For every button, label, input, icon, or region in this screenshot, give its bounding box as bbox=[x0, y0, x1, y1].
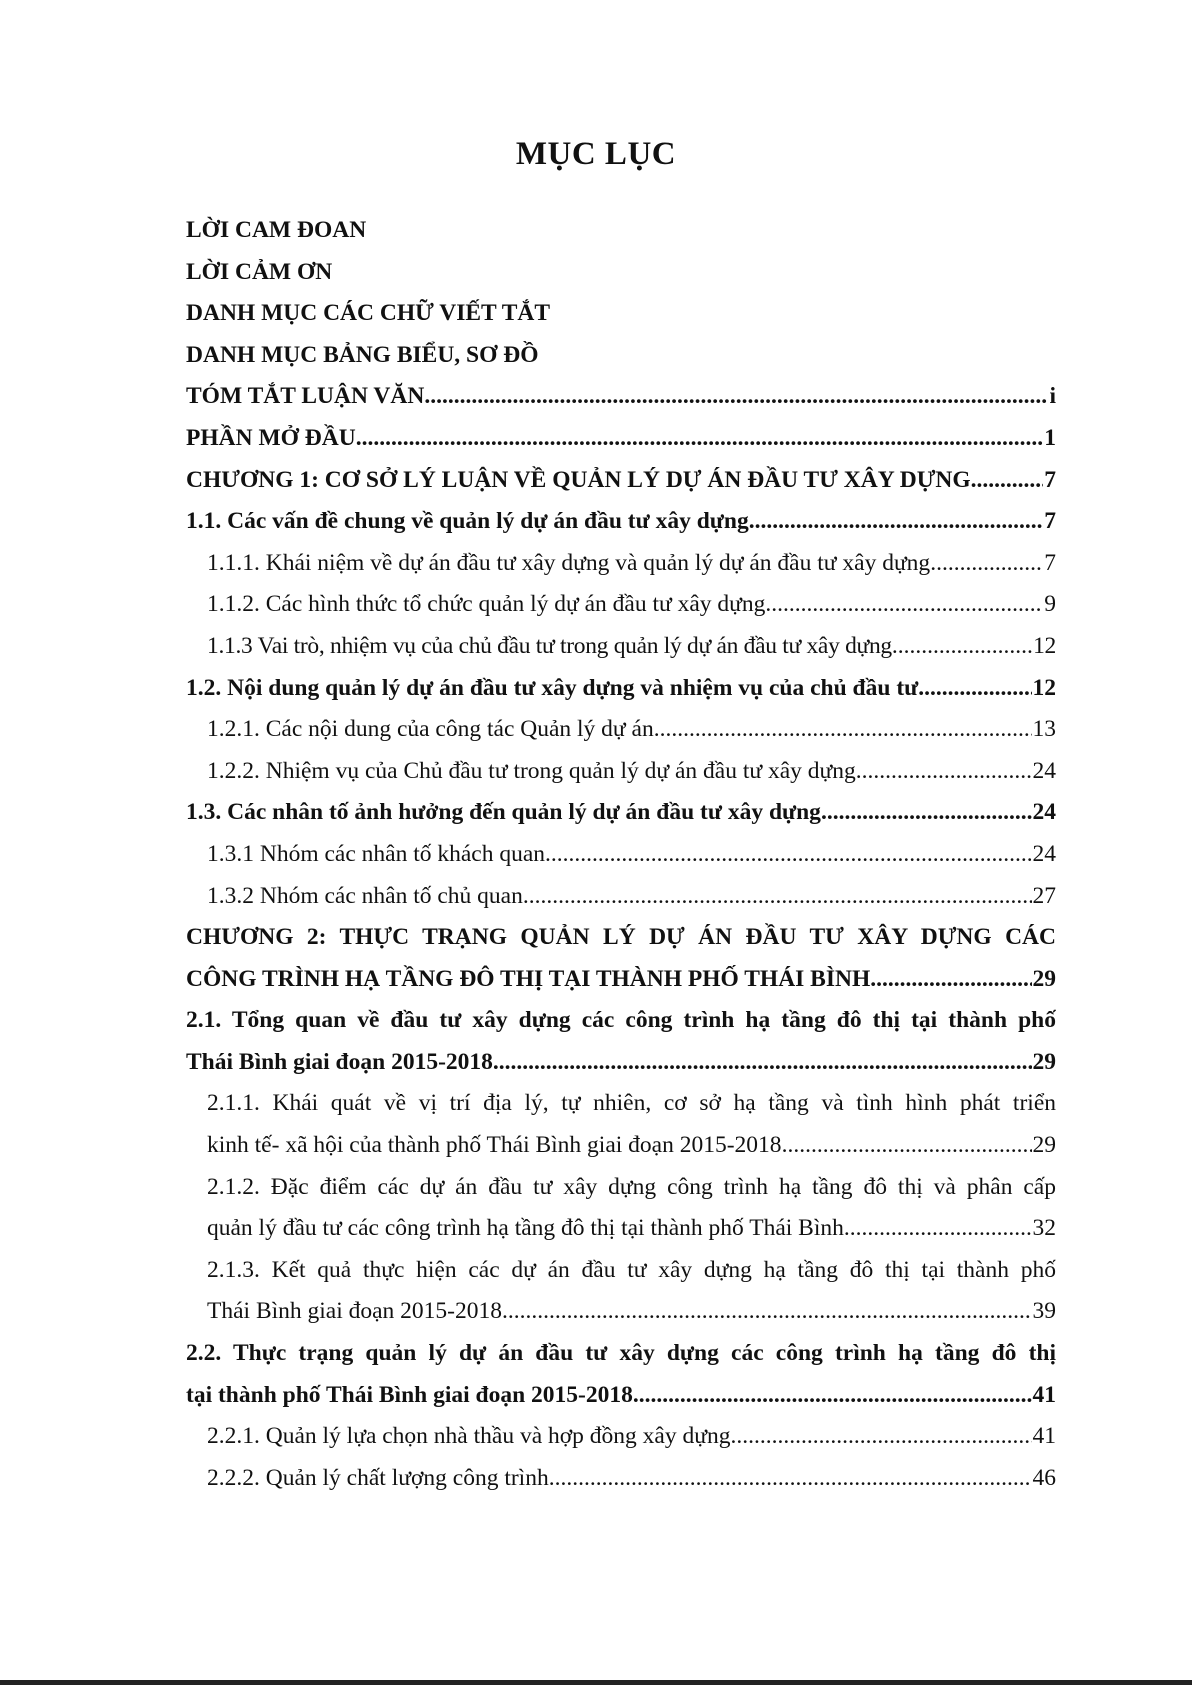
page-title: MỤC LỤC bbox=[515, 136, 677, 172]
dot-leader bbox=[523, 876, 1032, 918]
dot-leader bbox=[821, 792, 1032, 834]
toc-entry-2-2[interactable] bbox=[186, 1375, 1056, 1417]
toc-page-number: 13 bbox=[1032, 716, 1056, 743]
dot-leader bbox=[502, 1291, 1031, 1333]
toc-page-number: 24 bbox=[1032, 840, 1056, 867]
toc-entry-text: 1.2. Nội dung quản lý dự án đầu tư xây dựng và nhiệm vụ của chủ đầu tư bbox=[186, 674, 919, 701]
dot-leader bbox=[356, 418, 1044, 460]
toc-entry-text: 1.1.2. Các hình thức tổ chức quản lý dự án đầu tư xây dựng bbox=[207, 591, 766, 618]
dot-leader bbox=[424, 376, 1048, 418]
toc-page-number: 32 bbox=[1032, 1215, 1056, 1242]
toc-page-number: 24 bbox=[1032, 757, 1056, 784]
toc-front-item: DANH MỤC BẢNG BIỂU, SƠ ĐỒ bbox=[186, 341, 539, 368]
toc-entry-intro[interactable] bbox=[186, 418, 1056, 460]
toc-entry-text: 2.2.2. Quản lý chất lượng công trình bbox=[207, 1464, 549, 1491]
toc-entry-chapter-1[interactable] bbox=[186, 460, 1056, 502]
toc-entry-text: 1.3.1 Nhóm các nhân tố khách quan bbox=[207, 840, 546, 867]
toc-page-number: 1 bbox=[1044, 424, 1056, 451]
toc-entry-1-3-2[interactable] bbox=[186, 876, 1056, 918]
toc-entry-2-1-1-line-1: 2.1.1. Khái quát về vị trí địa lý, tự nhiên, cơ sở hạ tầng và tình hình phát triển bbox=[207, 1090, 1056, 1117]
toc-page-number: 41 bbox=[1032, 1423, 1056, 1450]
dot-leader bbox=[930, 543, 1043, 585]
toc-entry-1-2-2[interactable] bbox=[186, 751, 1056, 793]
dot-leader bbox=[856, 751, 1032, 793]
toc-entry-1-2-1[interactable] bbox=[186, 709, 1056, 751]
toc-entry-text: Thái Bình giai đoạn 2015-2018 bbox=[186, 1048, 493, 1075]
toc-entry-text: 1.3.2 Nhóm các nhân tố chủ quan bbox=[207, 882, 523, 909]
toc-entry-chapter-2[interactable] bbox=[186, 959, 1056, 1001]
toc-entry-1-2[interactable] bbox=[186, 668, 1056, 710]
toc-entry-text: tại thành phố Thái Bình giai đoạn 2015-2018 bbox=[186, 1381, 633, 1408]
toc-entry-2-2-line-1: 2.2. Thực trạng quản lý dự án đầu tư xây dựng các công trình hạ tầng đô thị bbox=[186, 1340, 1056, 1367]
toc-entry-1-1-1[interactable] bbox=[186, 543, 1056, 585]
toc-entry-text: 1.2.1. Các nội dung của công tác Quản lý dự án bbox=[207, 716, 654, 743]
toc-entry-chapter-2-line-1: CHƯƠNG 2: THỰC TRẠNG QUẢN LÝ DỰ ÁN ĐẦU TƯ XÂY DỰNG CÁC bbox=[186, 924, 1056, 951]
toc-entry-1-3[interactable] bbox=[186, 792, 1056, 834]
toc-entry-2-1[interactable] bbox=[186, 1042, 1056, 1084]
toc-page-number: 46 bbox=[1032, 1464, 1056, 1491]
toc-entry-2-1-3[interactable] bbox=[186, 1291, 1056, 1333]
toc-entry-summary[interactable] bbox=[186, 376, 1056, 418]
toc-entry-text: 2.2.1. Quản lý lựa chọn nhà thầu và hợp đồng xây dựng bbox=[207, 1423, 731, 1450]
toc-entry-text: TÓM TẮT LUẬN VĂN bbox=[186, 383, 425, 410]
toc-front-item: DANH MỤC CÁC CHỮ VIẾT TẮT bbox=[186, 300, 551, 327]
dot-leader bbox=[633, 1375, 1032, 1417]
toc-front-item: LỜI CAM ĐOAN bbox=[186, 217, 367, 243]
toc-entry-text: kinh tế- xã hội của thành phố Thái Bình giai đoạn 2015-2018 bbox=[207, 1132, 782, 1159]
dot-leader bbox=[654, 709, 1032, 751]
toc-entry-text: Thái Bình giai đoạn 2015-2018 bbox=[207, 1298, 503, 1325]
toc-entry-2-1-2-line-1: 2.1.2. Đặc điểm các dự án đầu tư xây dựng công trình hạ tầng đô thị và phân cấp bbox=[207, 1173, 1056, 1200]
toc-page-number: 27 bbox=[1032, 882, 1056, 909]
toc-entry-2-1-3-line-1: 2.1.3. Kết quả thực hiện các dự án đầu tư xây dựng hạ tầng đô thị tại thành phố bbox=[207, 1256, 1056, 1283]
toc-entry-text: 1.3. Các nhân tố ảnh hưởng đến quản lý dự án đầu tư xây dựng bbox=[186, 799, 821, 826]
toc-entry-text: CHƯƠNG 1: CƠ SỞ LÝ LUẬN VỀ QUẢN LÝ DỰ ÁN ĐẦU TƯ XÂY DỰNG bbox=[186, 466, 971, 493]
toc-entry-text: quản lý đầu tư các công trình hạ tầng đô thị tại thành phố Thái Bình bbox=[207, 1215, 844, 1242]
dot-leader bbox=[493, 1042, 1032, 1084]
page-bottom-edge bbox=[0, 1680, 1192, 1685]
dot-leader bbox=[971, 460, 1044, 502]
toc-page-number: 24 bbox=[1032, 799, 1056, 826]
toc-entry-2-1-2[interactable] bbox=[186, 1208, 1056, 1250]
toc-page-number: 9 bbox=[1044, 591, 1056, 618]
toc-page-number: i bbox=[1049, 383, 1056, 410]
toc-page-number: 29 bbox=[1032, 1132, 1056, 1159]
toc-page-number: 7 bbox=[1044, 466, 1056, 493]
toc-entry-2-2-1[interactable] bbox=[186, 1416, 1056, 1458]
dot-leader bbox=[918, 668, 1031, 710]
toc-entry-text: 1.1. Các vấn đề chung về quản lý dự án đầu tư xây dựng bbox=[186, 508, 749, 535]
dot-leader bbox=[892, 626, 1032, 668]
toc-page-number: 41 bbox=[1032, 1381, 1056, 1408]
dot-leader bbox=[730, 1416, 1031, 1458]
dot-leader bbox=[549, 1458, 1032, 1500]
dot-leader bbox=[844, 1208, 1032, 1250]
toc-entry-1-1[interactable] bbox=[186, 501, 1056, 543]
toc-entry-2-2-2[interactable] bbox=[186, 1458, 1056, 1500]
toc-entry-2-1-line-1: 2.1. Tổng quan về đầu tư xây dựng các công trình hạ tầng đô thị tại thành phố bbox=[186, 1007, 1056, 1034]
toc-page-number: 39 bbox=[1032, 1298, 1056, 1325]
toc-page-number: 29 bbox=[1032, 965, 1056, 992]
toc-entry-1-1-2[interactable] bbox=[186, 584, 1056, 626]
toc-page-number: 12 bbox=[1032, 674, 1056, 701]
toc-page-number: 7 bbox=[1044, 549, 1056, 576]
dot-leader bbox=[782, 1125, 1032, 1167]
toc-entry-text: CÔNG TRÌNH HẠ TẦNG ĐÔ THỊ TẠI THÀNH PHỐ THÁI BÌNH bbox=[186, 965, 871, 992]
toc-entry-text: PHẦN MỞ ĐẦU bbox=[186, 424, 356, 451]
toc-page-number: 12 bbox=[1033, 632, 1056, 659]
toc-entry-text: 1.1.1. Khái niệm về dự án đầu tư xây dựng và quản lý dự án đầu tư xây dựng bbox=[207, 549, 931, 576]
dot-leader bbox=[545, 834, 1031, 876]
dot-leader bbox=[749, 501, 1044, 543]
toc-entry-1-1-3[interactable] bbox=[186, 626, 1056, 668]
toc-front-item: LỜI CẢM ƠN bbox=[186, 258, 333, 285]
toc-page-number: 7 bbox=[1044, 508, 1056, 535]
toc-entry-text: 1.1.3 Vai trò, nhiệm vụ của chủ đầu tư trong quản lý dự án đầu tư xây dựng bbox=[207, 632, 892, 659]
toc-entry-2-1-1[interactable] bbox=[186, 1125, 1056, 1167]
dot-leader bbox=[870, 959, 1031, 1001]
table-of-contents bbox=[186, 210, 1056, 1499]
toc-entry-1-3-1[interactable] bbox=[186, 834, 1056, 876]
toc-entry-text: 1.2.2. Nhiệm vụ của Chủ đầu tư trong quản lý dự án đầu tư xây dựng bbox=[207, 757, 856, 784]
dot-leader bbox=[765, 584, 1043, 626]
toc-page-number: 29 bbox=[1032, 1048, 1056, 1075]
